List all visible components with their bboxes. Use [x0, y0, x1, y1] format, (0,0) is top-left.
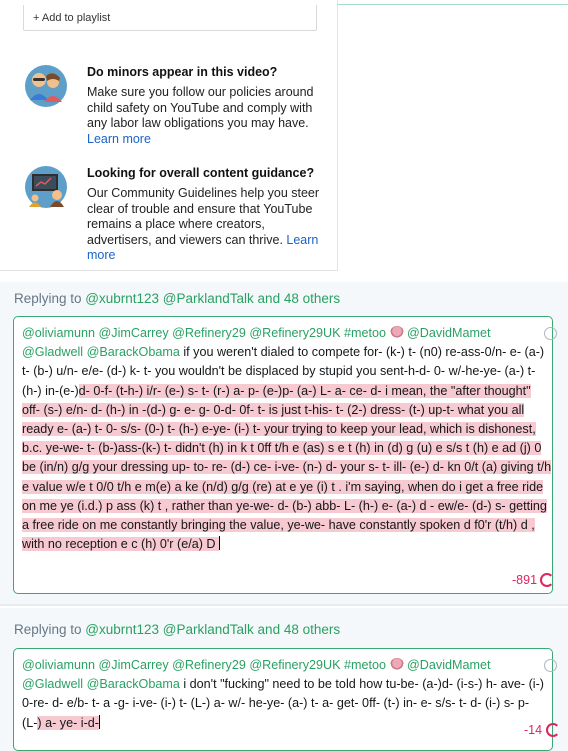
panel-edge — [337, 0, 568, 5]
minors-learn-more-link[interactable]: Learn more — [87, 131, 151, 146]
replying-others-link[interactable]: 48 others — [283, 291, 341, 306]
emoji-icon[interactable] — [544, 659, 557, 672]
tweet-textarea[interactable] — [13, 648, 553, 751]
progress-ring-icon — [546, 723, 560, 737]
tweet-over-limit-text: ) a- ye- i-d- — [37, 715, 99, 730]
text-caret — [99, 715, 100, 729]
cherry-blossom-icon — [390, 658, 404, 671]
reply-compose-2 — [0, 608, 568, 751]
tweet-plain-text: i don't "fucking" need to be told how tu-be- (a-)d- (i-s-) h- ave- (i-) 0-re- d- e/b- t- a -g- i-ve- (i-) t- (L-) a- w/- he-ye- (a-) t- a- get- 0ff- (t-) in- e- s/s- t- d- (i-) s- p- (L- — [22, 677, 544, 730]
replying-mentions-link[interactable]: @xubrnt123 @ParklandTalk — [85, 291, 254, 306]
tweet-text-content: @oliviamunn @JimCarrey @Refinery29 @Refinery29UK #metoo @DavidMamet @Gladwell @BarackObama i don't "fucking" need to be told how tu-be- (a-)d- (i-s-) h- ave- (i-) 0-re- d- e/b- t- a -g- i-ve- (i-) t- (L-) a- w/- he-ye- (a-) t- a- get- 0ff- (t-) in- e- s/s- t- d- (i-) s- p- (L-) a- ye- i-d- — [22, 658, 544, 730]
tweet-over-limit-text: d- 0-f- (t-h-) i/r- (e-) s- t- (r-) a- p- (e-)p- (a-) L- a- ce- d- i mean, the "after thought" off- (s-) e/n- d- (h-) in -(d-) g- e- g- 0-d- 0f- t- is just t-his- t- (2-) dress- (t-) up-t- what you all ready e- (a-) t- 0- s/s- (0-) t- (h-) e-ye- (i-) t- your trying to keep your lead, which is dishonest, b.c. ye-we- t- (b-)ass-(k-) t- didn't (h) in k t 0ff t/h e (as) s e t (h) in (d) g (u) e s/s t (h) e ad (j) 0 be (in/n) g/g your dressing up- to- re- (d-) ce- i-ve- (n-) d- your s- t- ill- (e-) d- kn 0/t (a) giving t/h e value w/e t 0/0 t/h e m(e) a ke (n/d) g/g (re) at e ye (i) t . i'm saying, when do i get a free ride on me ye (i.d.) p ass (k) t , rather than ye-we- d- (b-) abb- L- (h-) e- (a-) d - ew/e- (d-) s- getting a free ride on me constantly bringing the value, ye-we- have constantly spoken d f0'r (t/h) d , with no reception e c (h) 0'r (e/a) D — [22, 383, 552, 552]
replying-to-header: Replying to @xubrnt123 @ParklandTalk and 48 others — [14, 622, 341, 637]
minors-body: Make sure you follow our policies around child safety on YouTube and comply with any labor law obligations you may have. Learn more — [87, 85, 314, 146]
add-to-playlist-button[interactable]: + Add to playlist — [23, 5, 317, 31]
tweet-textarea[interactable] — [13, 316, 553, 594]
replying-mentions-link[interactable]: @xubrnt123 @ParklandTalk — [85, 622, 254, 637]
tweet-plain-text: if you weren't dialed to compete for- (k-) t- (n0) re-ass-0/n- e- (a-) t- (b-) u/n- e/e- (d-) k- t- you wouldn't be displaced by stupid you sent-h-d- 0- w/-he-ye- (a-) t- (h-) in-(e-) — [22, 345, 545, 398]
character-counter: -14 — [524, 723, 543, 737]
mention-list: @oliviamunn @JimCarrey @Refinery29 @Refinery29UK #metoo — [22, 658, 387, 672]
presentation-icon — [24, 165, 68, 209]
guidance-body: Our Community Guidelines help you steer clear of trouble and ensure that YouTube remains a place where creators, advertisers, and viewers can thrive. Learn more — [87, 186, 320, 262]
cherry-blossom-icon — [390, 326, 404, 339]
panel-edge-right — [550, 0, 568, 290]
reply-compose-1 — [0, 282, 568, 604]
guidance-learn-more-link[interactable]: Learn more — [87, 232, 319, 262]
text-caret — [219, 536, 220, 550]
character-counter: -891 — [512, 573, 538, 587]
replying-others-link[interactable]: 48 others — [283, 622, 341, 637]
progress-ring-icon — [540, 573, 554, 587]
replying-to-header: Replying to @xubrnt123 @ParklandTalk and 48 others — [14, 291, 341, 306]
emoji-icon[interactable] — [544, 327, 557, 340]
youtube-guidance-panel — [0, 0, 338, 271]
guidance-title: Looking for overall content guidance? — [87, 166, 315, 180]
mention-list: @oliviamunn @JimCarrey @Refinery29 @Refinery29UK #metoo — [22, 326, 387, 340]
tweet-text-content: @oliviamunn @JimCarrey @Refinery29 @Refinery29UK #metoo @DavidMamet @Gladwell @BarackObama if you weren't dialed to compete for- (k-) t- (n0) re-ass-0/n- e- (a-) t- (b-) u/n- e/e- (d-) k- t- you wouldn't be displaced by stupid you sent-h-d- 0- w/-he-ye- (a-) t- (h-) in-(e-)d- 0-f- (t-h-) i/r- (e-) s- t- (r-) a- p- (e-)p- (a-) L- a- ce- d- i mean, the "after thought" off- (s-) e/n- d- (h-) in -(d-) g- e- g- 0-d- 0f- t- is just t-his- t- (2-) dress- (t-) up-t- what you all ready e- (a-) t- 0- s/s- (0-) t- (h-) e-ye- (i-) t- your trying to keep your lead, which is dishonest, b.c. ye-we- t- (b-)ass-(k-) t- didn't (h) in k t 0ff t/h e (as) s e t (h) in (d) g (u) e s/s t (h) e ad (j) 0 be (in/n) g/g your dressing up- to- re- (d-) ce- i-ve- (n-) d- your s- t- ill- (e-) d- kn 0/t (a) giving t/h e value w/e t 0/0 t/h e m(e) a ke (n/d) g/g (re) at e ye (i) t . i'm saying, when do i get a free ride on me ye (i.d.) p ass (k) t , rather than ye-we- d- (b-) abb- L- (h-) e- (a-) d - ew/e- (d-) s- getting a free ride on me constantly bringing the value, ye-we- have constantly spoken d f0'r (t/h) d , with no reception e c (h) 0'r (e/a) D — [22, 326, 552, 552]
separator — [0, 604, 568, 606]
family-icon — [24, 64, 68, 108]
minors-title: Do minors appear in this video? — [87, 65, 278, 79]
